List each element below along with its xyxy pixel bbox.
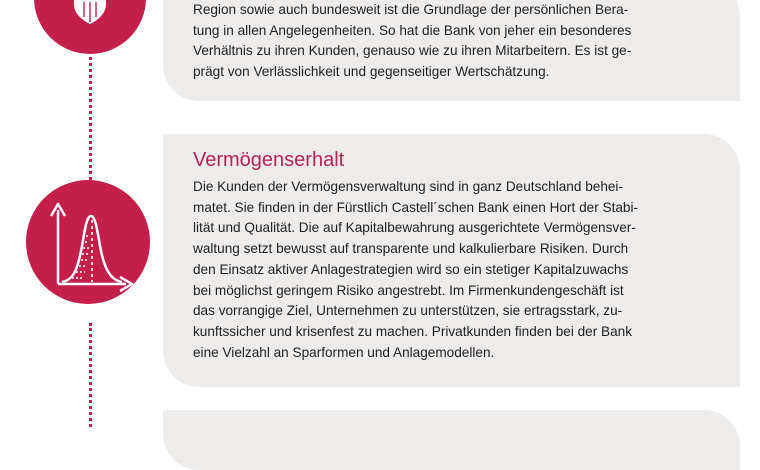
bell-curve-chart-icon: [26, 180, 150, 304]
content-card-top: [163, 0, 740, 101]
card-top-body: [193, 0, 708, 83]
text-line: den Einsatz aktiver Anlagestrategien wird so ein stetiger Kapitalzuwachs: [193, 261, 629, 277]
content-card-vermoegenserhalt: [163, 134, 740, 387]
text-line: kunftssicher und krisenfest zu machen. Privatkunden finden bei der Bank: [193, 323, 633, 339]
text-line: waltung setzt bewusst auf transparente und kalkulierbare Risiken. Durch: [193, 241, 629, 257]
card-vermoegenserhalt-body: [193, 177, 708, 363]
text-line: tung in allen Angelegenheiten. So hat die Bank von jeher ein besonderes: [193, 22, 632, 38]
bell-curve-icon-circle: [26, 180, 150, 304]
text-line: Region sowie auch bundesweit ist die Grundlage der persönlichen Bera-: [193, 2, 629, 17]
text-line: matet. Sie finden in der Fürstlich Castell´schen Bank einen Hort der Stabi-: [193, 199, 639, 215]
text-line: prägt von Verlässlichkeit und gegenseitiger Wertschätzung.: [193, 64, 550, 80]
timeline-dotted-line-lower: [89, 323, 92, 427]
section-heading: Vermögenserhalt: [193, 149, 345, 171]
shield-icon-circle: [34, 0, 146, 54]
text-line: das vorrangige Ziel, Unternehmen zu unterstützen, sie ertragsstark, zu-: [193, 303, 623, 319]
text-line: lität und Qualität. Die auf Kapitalbewahrung ausgerichtete Vermögensver-: [193, 220, 636, 236]
shield-icon: [34, 0, 146, 54]
text-line: bei möglichst geringem Risiko angestrebt. Im Firmenkundengeschäft ist: [193, 282, 624, 298]
text-line: Verhältnis zu ihren Kunden, genauso wie zu ihren Mitarbeitern. Es ist ge-: [193, 43, 632, 59]
timeline-dotted-line-upper: [89, 38, 92, 180]
content-card-next: [163, 410, 740, 470]
text-line: eine Vielzahl an Sparformen und Anlagemodellen.: [193, 344, 495, 360]
text-line: Die Kunden der Vermögensverwaltung sind in ganz Deutschland behei-: [193, 179, 623, 194]
